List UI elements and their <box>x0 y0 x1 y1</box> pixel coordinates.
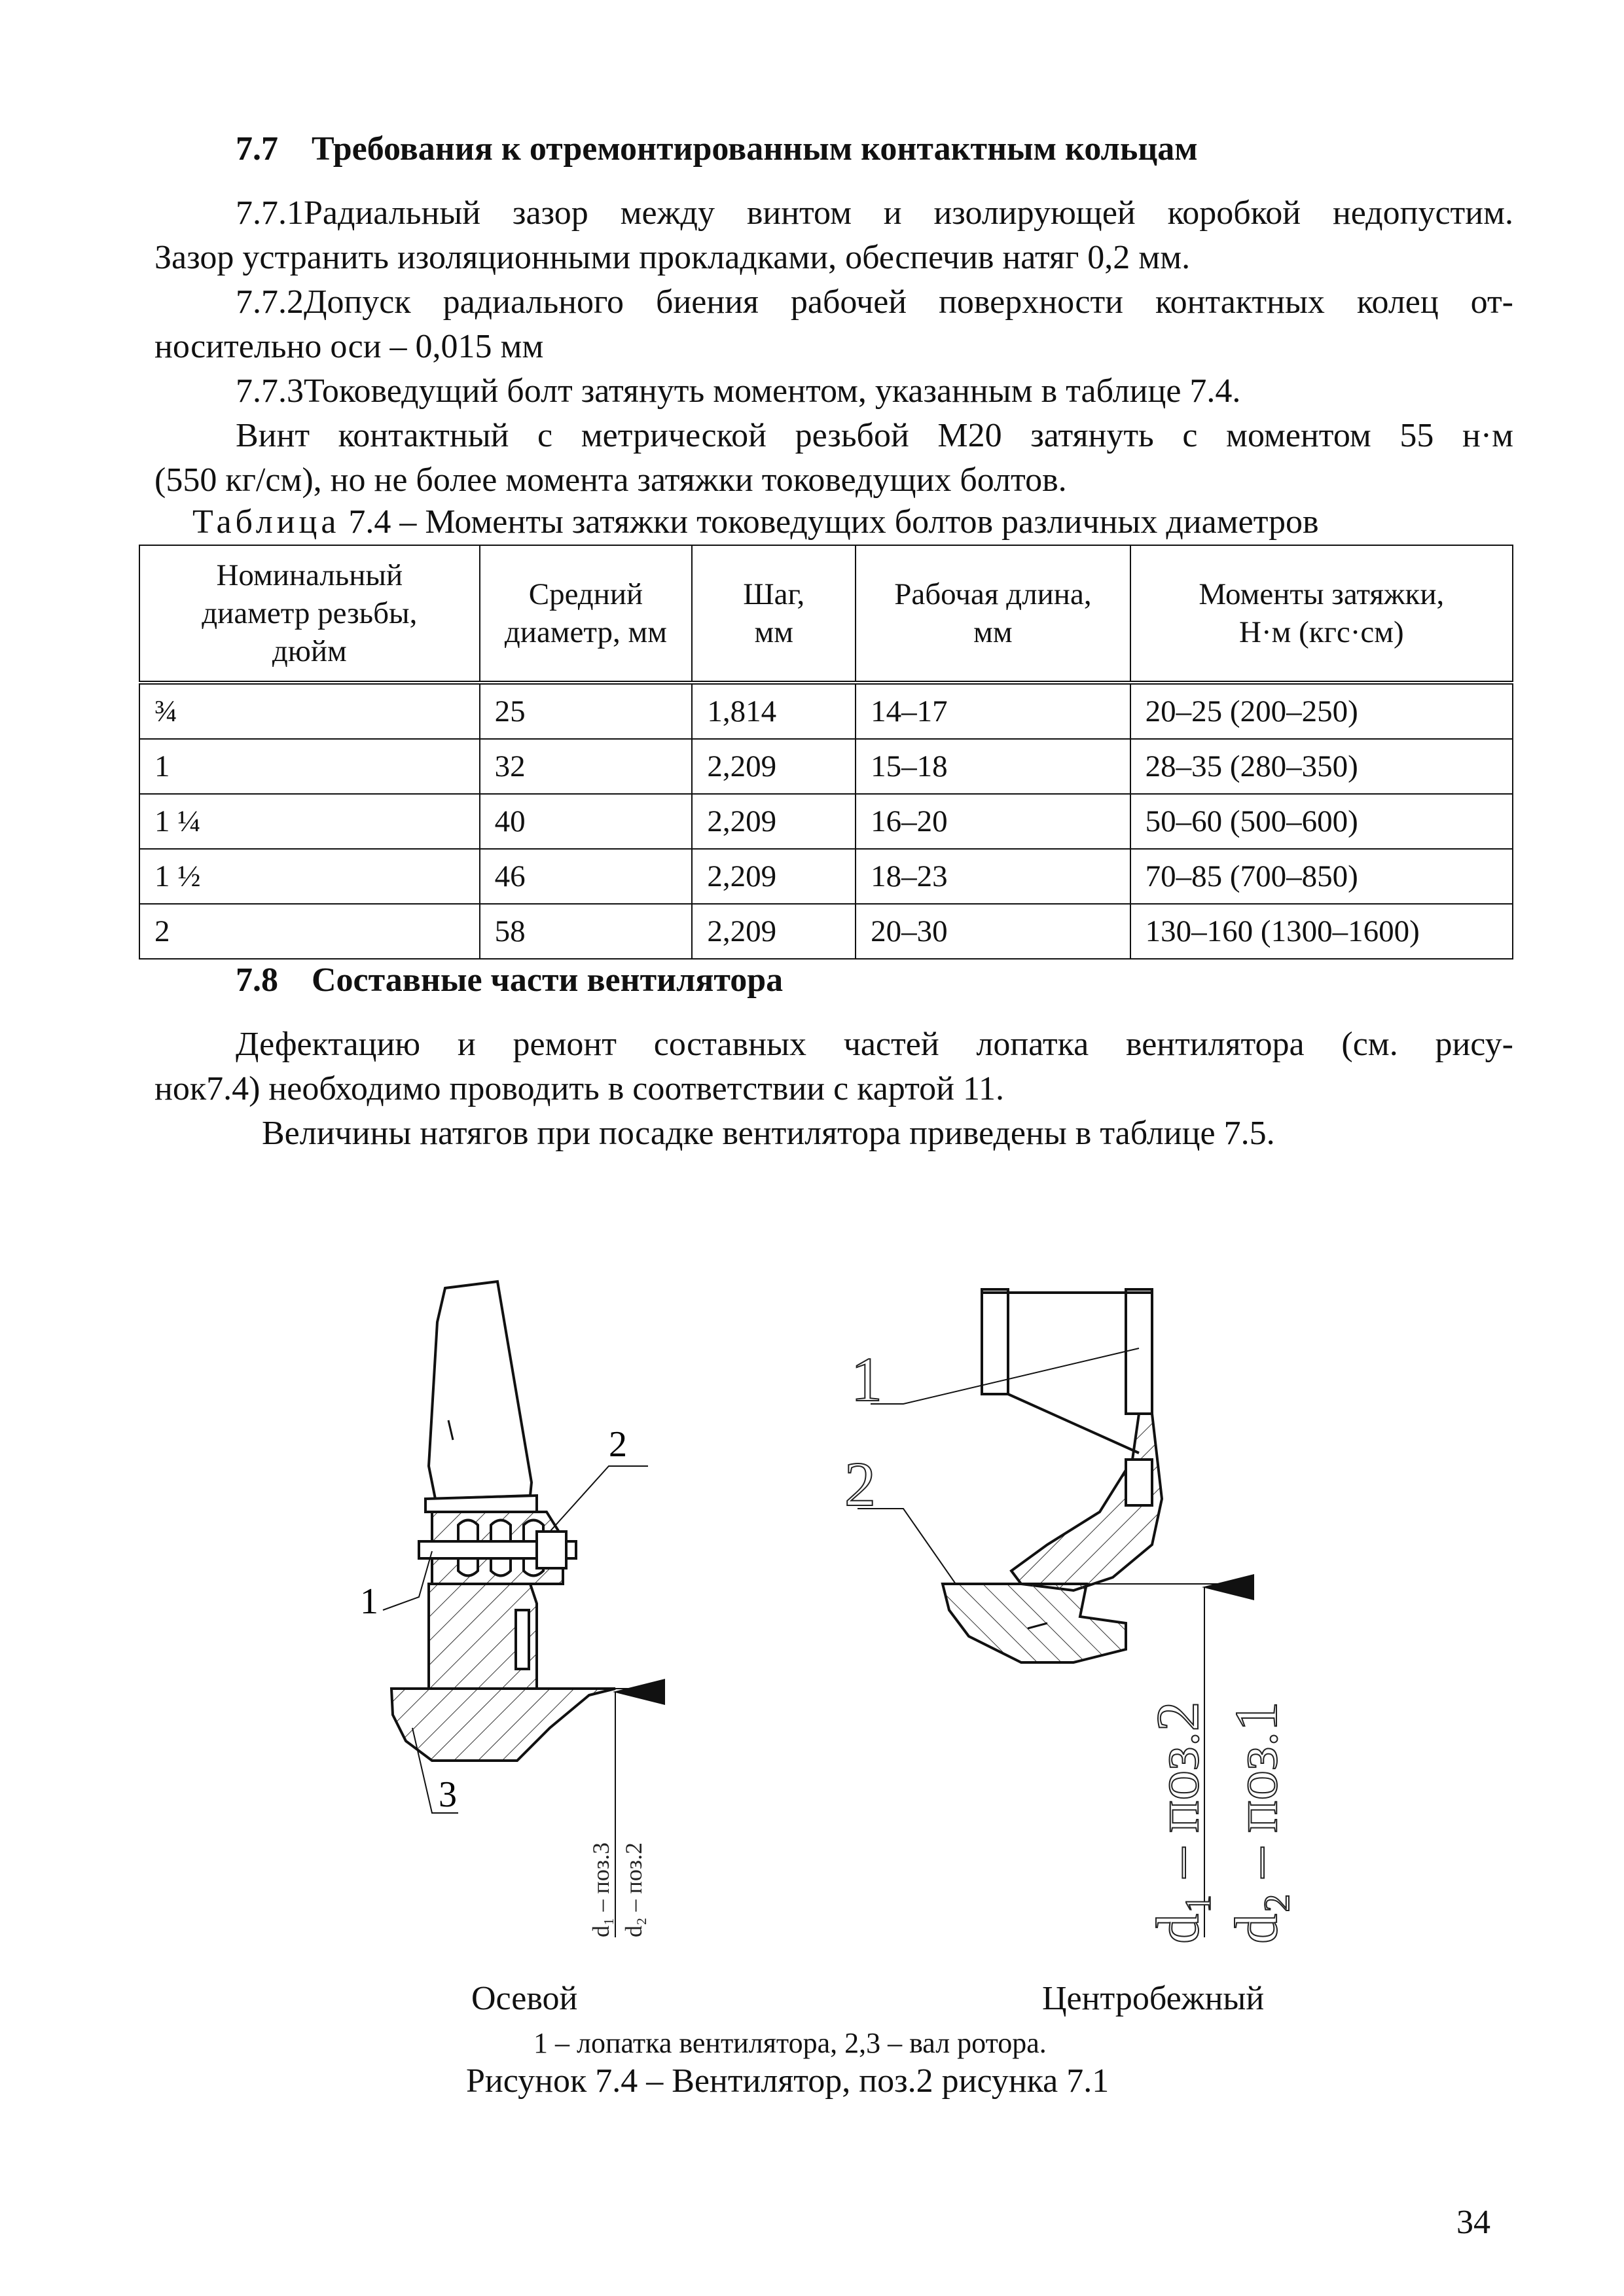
cell-diameter: ¾ <box>139 683 480 739</box>
shaft <box>391 1689 615 1761</box>
figure-label-centrifugal: Центробежный <box>1042 1980 1265 2017</box>
dimension-label-d1-right: d₁ – поз.2 <box>1144 1701 1211 1944</box>
cell-mean-diameter: 40 <box>480 794 693 849</box>
cell-diameter: 1 ¼ <box>139 794 480 849</box>
figure-label-axial: Осевой <box>471 1980 578 2017</box>
cell-length: 18–23 <box>856 849 1130 904</box>
dimension-label-d1-left: d₁ – поз.3 <box>588 1842 614 1937</box>
table-caption-prefix: Таблица <box>192 503 340 541</box>
callout-1-right: 1 <box>851 1344 882 1414</box>
paragraph-7-7-1-line-2: Зазор устранить изоляционными прокладками, обеспечив натяг 0,2 мм. <box>154 239 1191 276</box>
cell-length: 15–18 <box>856 739 1130 794</box>
axial-fan-drawing <box>383 1282 648 1937</box>
fan-blade <box>429 1282 532 1499</box>
paragraph-7-7-4-line-1: Винт контактный с метрической резьбой М20 затянуть с моментом 55 н·м <box>236 417 1513 454</box>
cell-pitch: 2,209 <box>692 904 856 959</box>
dimension-label-d2-right: d₂ – поз.1 <box>1223 1701 1290 1944</box>
cell-length: 20–30 <box>856 904 1130 959</box>
cell-diameter: 1 ½ <box>139 849 480 904</box>
cell-pitch: 2,209 <box>692 739 856 794</box>
cell-torque: 130–160 (1300–1600) <box>1130 904 1513 959</box>
cell-diameter: 2 <box>139 904 480 959</box>
cell-torque: 28–35 (280–350) <box>1130 739 1513 794</box>
cell-pitch: 2,209 <box>692 849 856 904</box>
header-mean-diameter: Средний диаметр, мм <box>480 545 693 683</box>
paragraph-7-7-2-line-1: 7.7.2Допуск радиального биения рабочей поверхности контактных колец от- <box>236 283 1513 321</box>
dimension-label-d2-left: d₂ – поз.2 <box>621 1842 647 1937</box>
cell-torque: 20–25 (200–250) <box>1130 683 1513 739</box>
callout-2-left: 2 <box>609 1424 627 1465</box>
cell-pitch: 1,814 <box>692 683 856 739</box>
cell-length: 14–17 <box>856 683 1130 739</box>
header-nominal-diameter: Номинальный диаметр резьбы, дюйм <box>139 545 480 683</box>
cell-diameter: 1 <box>139 739 480 794</box>
paragraph-7-7-1-line-1: 7.7.1Радиальный зазор между винтом и изолирующей коробкой недопустим. <box>236 194 1513 232</box>
shaft-right <box>943 1584 1126 1662</box>
cell-torque: 70–85 (700–850) <box>1130 849 1513 904</box>
section-number: 7.7 <box>236 130 278 168</box>
paragraph-7-7-2-line-2: носительно оси – 0,015 мм <box>154 328 544 365</box>
cell-mean-diameter: 32 <box>480 739 693 794</box>
callout-3-left: 3 <box>439 1774 457 1815</box>
section-number: 7.8 <box>236 961 278 999</box>
section-title: Составные части вентилятора <box>312 961 784 999</box>
cell-pitch: 2,209 <box>692 794 856 849</box>
figure-caption: Рисунок 7.4 – Вентилятор, поз.2 рисунка 7.1 <box>466 2062 1110 2100</box>
section-title: Требования к отремонтированным контактным кольцам <box>312 130 1198 168</box>
cell-mean-diameter: 46 <box>480 849 693 904</box>
paragraph-7-8-2: Величины натягов при посадке вентилятора приведены в таблице 7.5. <box>262 1115 1275 1152</box>
cell-length: 16–20 <box>856 794 1130 849</box>
callout-1-left: 1 <box>360 1581 378 1622</box>
paragraph-7-7-4-line-2: (550 кг/см), но не более момента затяжки токоведущих болтов. <box>154 461 1067 499</box>
page-number: 34 <box>1456 2204 1490 2241</box>
header-torque: Моменты затяжки, Н·м (кгс·см) <box>1130 545 1513 683</box>
cell-torque: 50–60 (500–600) <box>1130 794 1513 849</box>
paragraph-7-8-1-line-2: нок7.4) необходимо проводить в соответствии с картой 11. <box>154 1070 1005 1107</box>
figure-legend: 1 – лопатка вентилятора, 2,3 – вал ротора. <box>533 2027 1047 2059</box>
cell-mean-diameter: 58 <box>480 904 693 959</box>
callout-2-right: 2 <box>844 1449 876 1519</box>
header-working-length: Рабочая длина, мм <box>856 545 1130 683</box>
table-caption-text: 7.4 – Моменты затяжки токоведущих болтов различных диаметров <box>348 503 1319 541</box>
paragraph-7-8-1-line-1: Дефектацию и ремонт составных частей лопатка вентилятора (см. рису- <box>236 1026 1513 1063</box>
paragraph-7-7-3: 7.7.3Токоведущий болт затянуть моментом, указанным в таблице 7.4. <box>236 372 1241 410</box>
cell-mean-diameter: 25 <box>480 683 693 739</box>
header-pitch: Шаг, мм <box>692 545 856 683</box>
